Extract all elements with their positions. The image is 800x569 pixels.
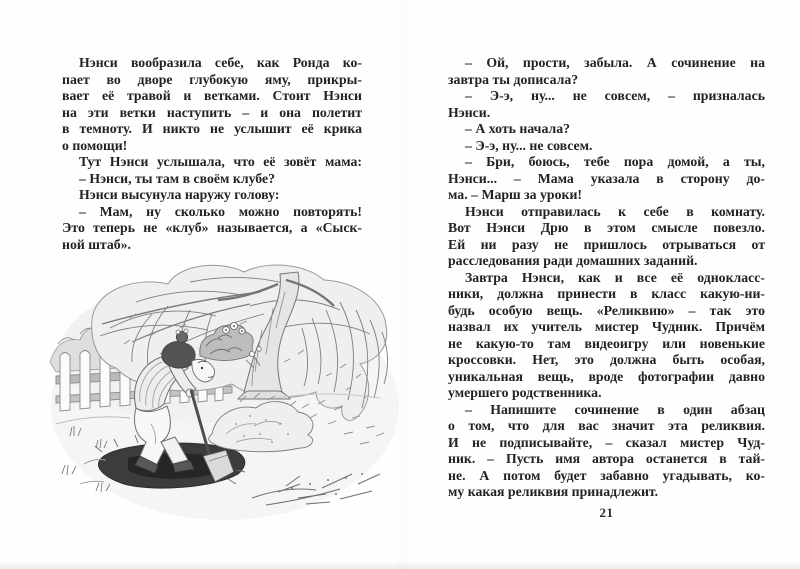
text-line: будь особую вещь. «Реликвию» – так это [448,302,765,318]
text-line: уникальная вещь, вроде фотографии давно [448,368,765,384]
text-line: вает её травой и ветками. Стоит Нэнси [62,88,362,103]
text-line: Это теперь не «клуб» называется, а «Сыск- [62,220,362,235]
text-line: Нэнси. [448,104,491,120]
text-line: – Э-э, ну... не совсем. [465,137,593,153]
paragraph [448,55,765,88]
text-line: назвал их учитель мистер Чудник. Причём [448,319,765,334]
paragraph [448,204,765,270]
text-line: не какую-то там видеоигру или новенькие [448,335,765,351]
right-text-column [448,55,765,501]
text-line: пает во дворе глубокую яму, прикры- [62,71,362,87]
paragraph [62,154,362,171]
text-line: ники, должна принести в класс какую-ни- [448,286,765,301]
text-line: Нэнси... – Мама указала в сторону до- [448,170,765,186]
paragraph [448,270,765,402]
text-line: – Мам, ну сколько можно повторять! [79,203,362,219]
paragraph [448,138,765,155]
text-line: ник. – Пусть имя автора останется в тай- [448,451,765,466]
paragraph [62,55,362,154]
text-line: ма. – Марш за уроки! [448,187,582,202]
illustration-digging-scene [40,258,400,526]
text-line: Нэнси вообразила себе, как Ронда ко- [79,55,362,70]
text-line: И не подписывайте, – сказал мистер Чуд- [448,434,765,450]
text-line: на эти ветки наступить – и она полетит [62,104,362,120]
text-line: – Э-э, ну... не совсем, – призналась [465,88,765,103]
text-line: Тут Нэнси услышала, что её зовёт мама: [79,154,362,169]
text-line: – Напишите сочинение в один абзац [465,401,765,417]
text-line: Нэнси высунула наружу голову: [79,187,280,202]
text-line: ной штаб». [62,236,131,252]
text-line: – Ой, прости, забыла. А сочинение на [465,55,765,70]
text-line: умершего родственника. [448,385,602,400]
paragraph [448,121,765,138]
text-line: му какая реликвия принадлежит. [448,484,659,499]
text-line: о том, что для вас значит эта реликвия. [448,418,765,433]
text-line: не. А потом будет забавно угадывать, ко- [448,467,765,483]
paragraph [62,204,362,254]
page-number: 21 [599,505,614,520]
paragraph [62,187,362,204]
text-line: – Нэнси, ты там в своём клубе? [79,170,276,186]
text-line: – А хоть начала? [465,121,571,136]
text-line: кроссовки. Нет, это должна быть особая, [448,352,765,367]
text-line: в темноту. И никто не услышит её крика [62,121,362,136]
text-line: Ей ни разу не пришлось отрываться от [448,236,765,252]
text-line: Вот Нэнси Дрю в этом смысле повезло. [448,220,765,235]
left-text-column [62,55,362,253]
paragraph [448,154,765,204]
paragraph [62,171,362,188]
text-line: Нэнси отправилась к себе в комнату. [465,203,765,219]
paragraph [448,402,765,501]
text-line: завтра ты дописала? [448,71,579,87]
text-line: о помощи! [62,137,128,153]
text-line: расследования ради домашних заданий. [448,253,698,268]
text-line: – Бри, боюсь, тебе пора домой, а ты, [465,154,765,169]
text-line: Завтра Нэнси, как и все её однокласс- [465,269,765,285]
page-bottom-shadow [0,560,800,569]
paragraph [448,88,765,121]
